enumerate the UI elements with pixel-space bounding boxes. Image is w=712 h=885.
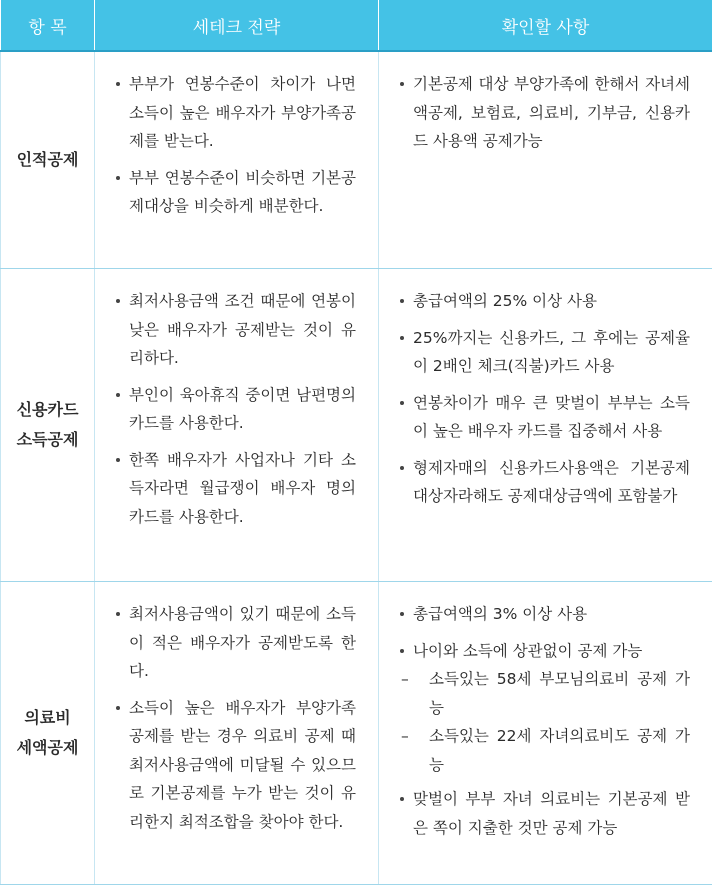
- strategy-cell: [95, 51, 379, 269]
- check-bullet: 총급여액의 25% 이상 사용: [399, 287, 690, 316]
- strategy-cell: [95, 582, 379, 885]
- row-item-label: 소득공제: [5, 425, 90, 455]
- check-bullet: [399, 637, 690, 666]
- check-bullet: 연봉차이가 매우 큰 맞벌이 부부는 소득이 높은 배우자 카드를 집중해서 사용: [399, 389, 690, 446]
- check-cell: [379, 582, 712, 885]
- strategy-bullet: 최저사용금액 조건 때문에 연봉이 낮은 배우자가 공제받는 것이 유리하다.: [115, 287, 356, 373]
- check-sublist-wrapper: [399, 665, 690, 779]
- row-item-label: 세액공제: [5, 733, 90, 763]
- strategy-bullet: 부부가 연봉수준이 차이가 나면 소득이 높은 배우자가 부양가족공제를 받는다.: [115, 70, 356, 156]
- row-item-label: 의료비: [5, 703, 90, 733]
- check-bullet: 맞벌이 부부 자녀 의료비는 기본공제 받은 쪽이 지출한 것만 공제 가능: [399, 785, 690, 842]
- header-check: 확인할 사항: [379, 0, 712, 51]
- row-item-cell: [1, 51, 95, 269]
- check-bullet: 총급여액의 3% 이상 사용: [399, 600, 690, 629]
- check-sublist: [399, 665, 690, 779]
- row-item-label: 인적공제: [5, 145, 90, 175]
- check-dash-item: – 소득있는 58세 부모님의료비 공제 가능: [399, 665, 690, 722]
- row-item-label: 신용카드: [5, 395, 90, 425]
- check-bullet: 25%까지는 신용카드, 그 후에는 공제율이 2배인 체크(직불)카드 사용: [399, 324, 690, 381]
- table-row: [1, 269, 712, 582]
- table-row: [1, 582, 712, 885]
- row-item-cell: [1, 269, 95, 582]
- strategy-cell: [95, 269, 379, 582]
- check-dash-item: – 소득있는 22세 자녀의료비도 공제 가능: [399, 722, 690, 779]
- header-item: 항 목: [1, 0, 95, 51]
- check-bullet: 형제자매의 신용카드사용액은 기본공제 대상자라해도 공제대상금액에 포함불가: [399, 454, 690, 511]
- strategy-bullet: 소득이 높은 배우자가 부양가족 공제를 받는 경우 의료비 공제 때 최저사용금액에 미달될 수 있으므로 기본공제를 누가 받는 것이 유리한지 최적조합을 찾아야 한다.: [115, 694, 356, 837]
- header-strategy: 세테크 전략: [95, 0, 379, 51]
- strategy-bullet: 한쪽 배우자가 사업자나 기타 소득자라면 월급쟁이 배우자 명의 카드를 사용한다.: [115, 446, 356, 532]
- check-cell: [379, 51, 712, 269]
- header-row: [1, 0, 712, 51]
- table-row: [1, 51, 712, 269]
- check-cell: [379, 269, 712, 582]
- strategy-bullet: 최저사용금액이 있기 때문에 소득이 적은 배우자가 공제받도록 한다.: [115, 600, 356, 686]
- check-bullet: 기본공제 대상 부양가족에 한해서 자녀세액공제, 보험료, 의료비, 기부금, 신용카드 사용액 공제가능: [399, 70, 690, 156]
- strategy-bullet: 부부 연봉수준이 비슷하면 기본공제대상을 비슷하게 배분한다.: [115, 164, 356, 221]
- row-item-cell: [1, 582, 95, 885]
- check-bullet-text: 나이와 소득에 상관없이 공제 가능: [413, 642, 642, 660]
- strategy-bullet: 부인이 육아휴직 중이면 남편명의 카드를 사용한다.: [115, 381, 356, 438]
